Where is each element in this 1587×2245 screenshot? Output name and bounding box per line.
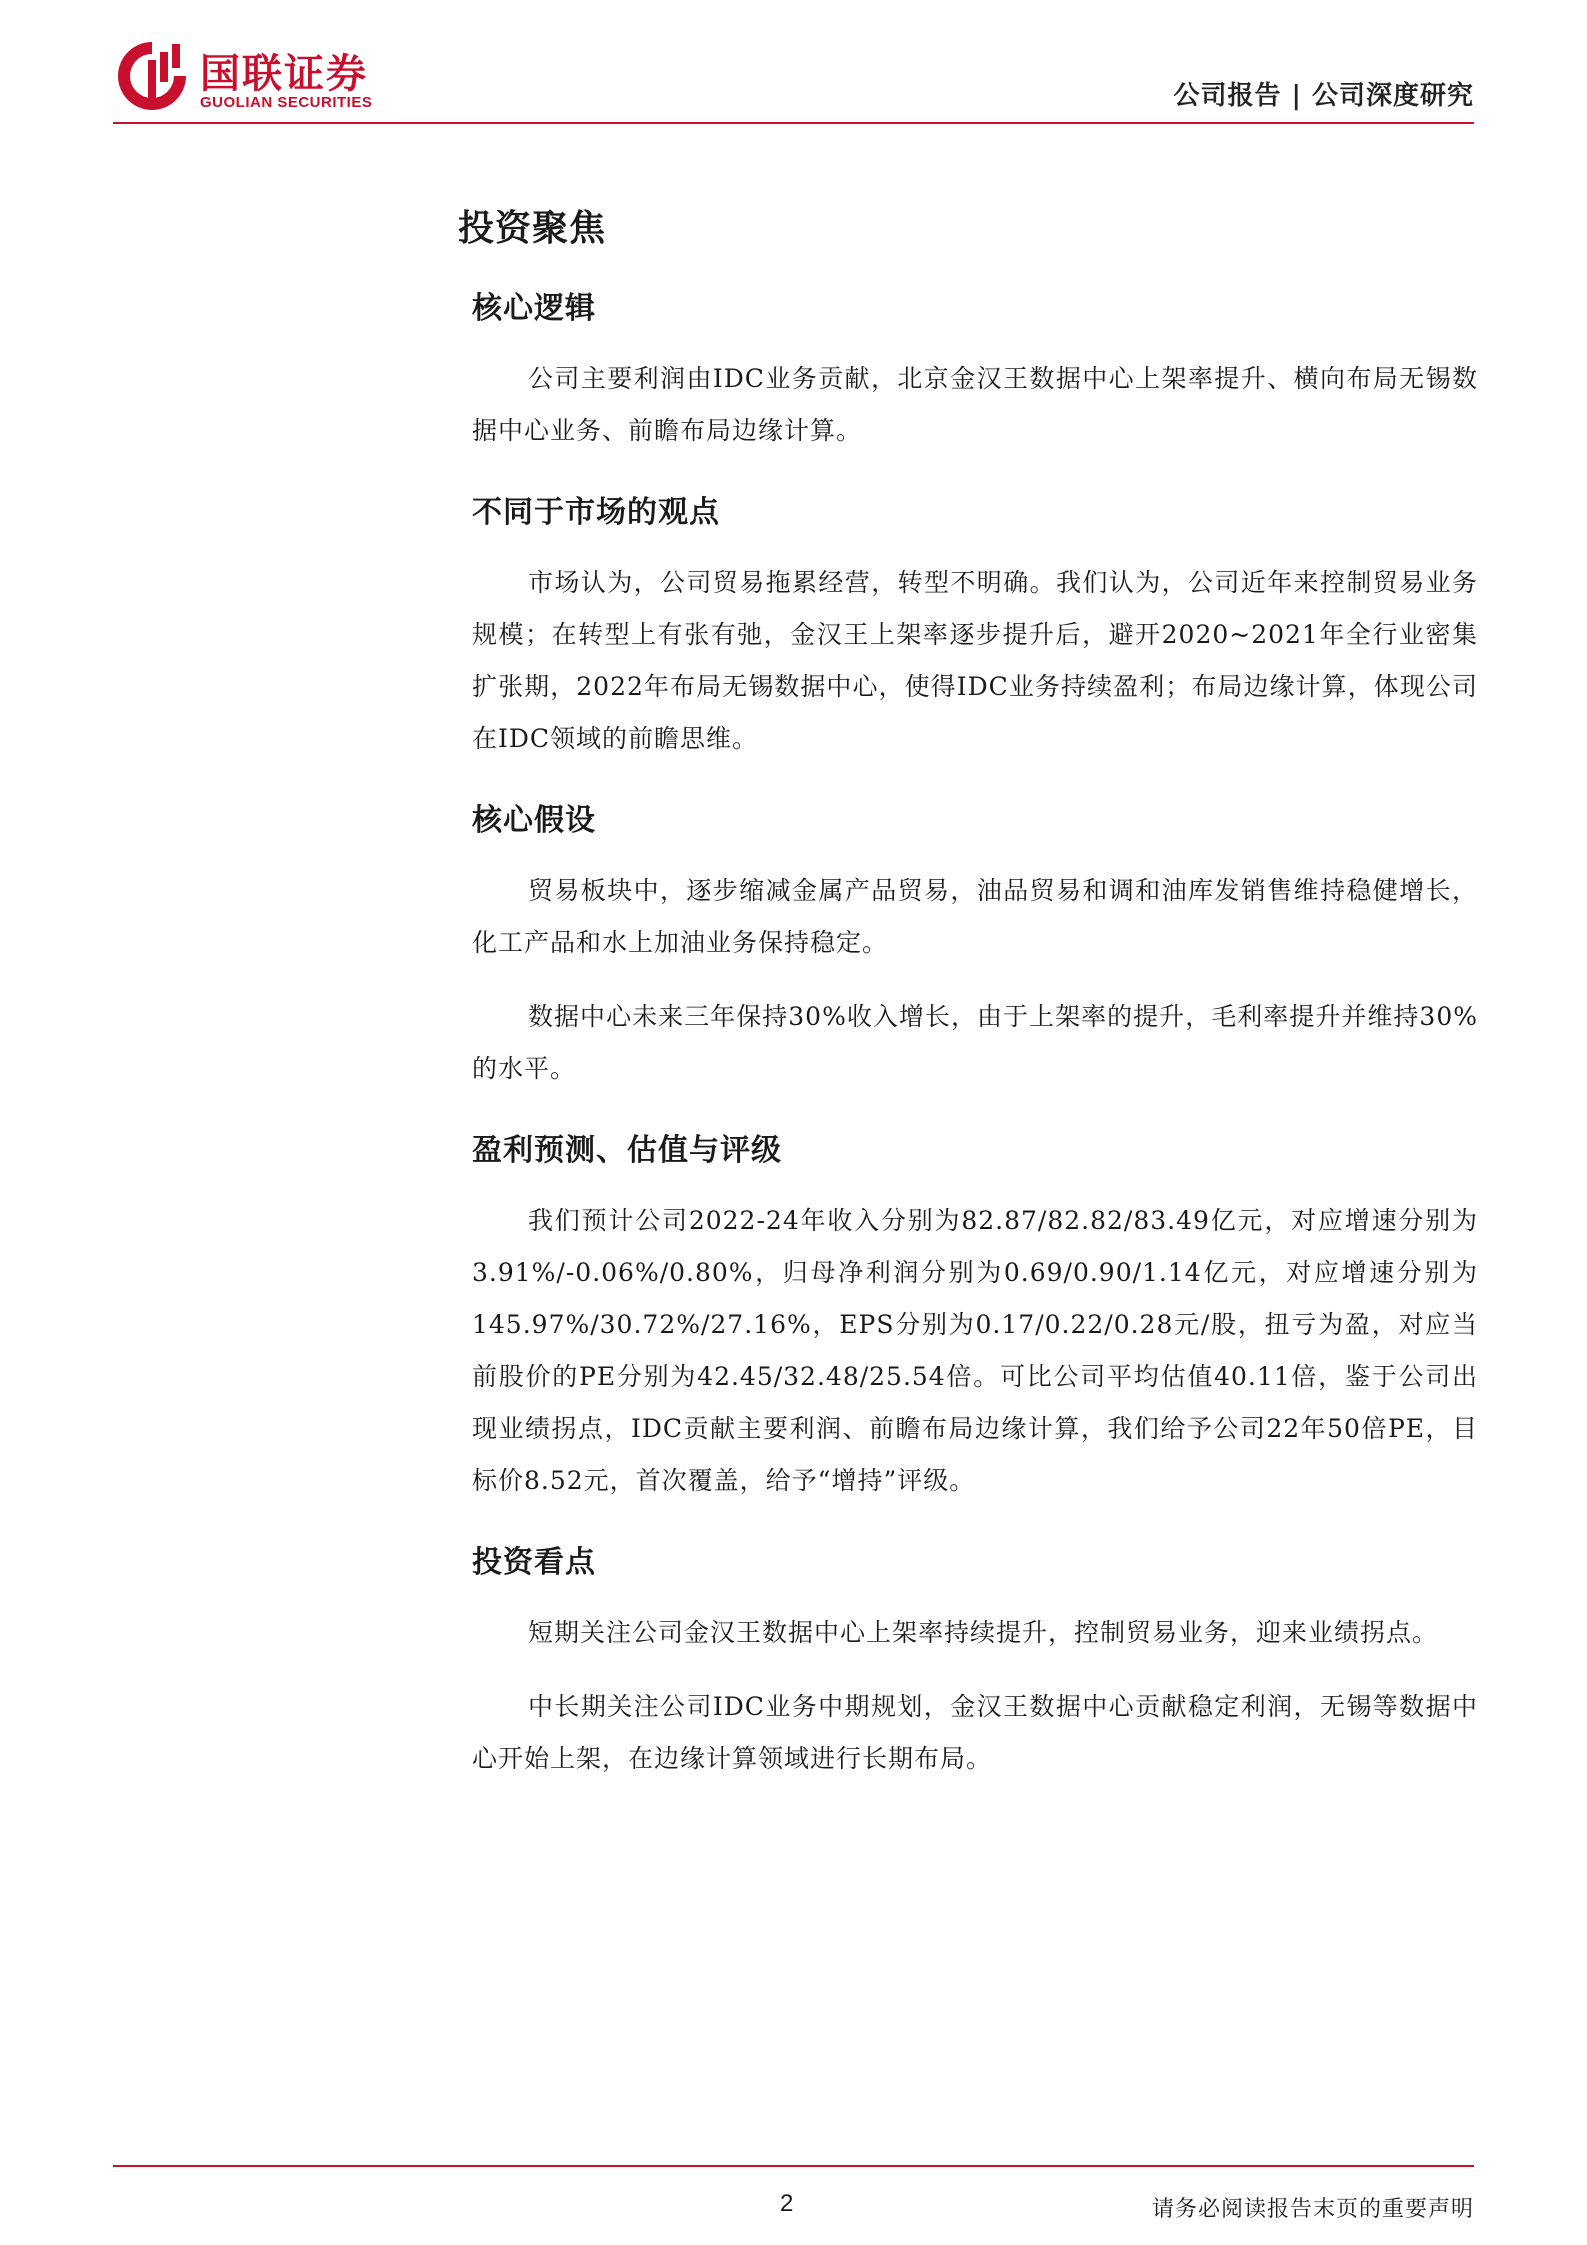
- section-core-logic: [458, 283, 1478, 457]
- section-heading: 盈利预测、估值与评级: [472, 1133, 782, 1168]
- main-content: [458, 200, 1478, 1815]
- paragraph: 短期关注公司金汉王数据中心上架率持续提升，控制贸易业务，迎来业绩拐点。: [528, 1618, 1439, 1647]
- section-investment-highlights: [458, 1537, 1478, 1785]
- company-logo: [112, 36, 412, 126]
- page-title: 投资聚焦: [458, 207, 607, 249]
- paragraph: 中长期关注公司IDC业务中期规划，金汉王数据中心贡献稳定利润，无锡等数据中心开始上架，在边缘计算领域进行长期布局。: [472, 1692, 1478, 1773]
- section-heading: 核心假设: [472, 803, 596, 838]
- paragraph: 市场认为，公司贸易拖累经营，转型不明确。我们认为，公司近年来控制贸易业务规模；在转型上有张有弛，金汉王上架率逐步提升后，避开2020~2021年全行业密集扩张期，2022年布局无锡数据中心，使得IDC业务持续盈利；布局边缘计算，体现公司在IDC领域的前瞻思维。: [472, 568, 1478, 753]
- paragraph: 贸易板块中，逐步缩减金属产品贸易，油品贸易和调和油库发销售维持稳健增长，化工产品和水上加油业务保持稳定。: [472, 876, 1478, 957]
- section-contrarian-view: [458, 487, 1478, 765]
- footer-divider: [113, 2165, 1474, 2167]
- section-core-assumptions: [458, 795, 1478, 1095]
- logo-text-cn: 国联证券: [200, 51, 368, 97]
- guolian-logo-icon: [112, 36, 192, 116]
- header-divider: [113, 122, 1474, 124]
- section-heading: 核心逻辑: [472, 291, 596, 326]
- page-number: 2: [780, 2190, 794, 2217]
- section-forecast-valuation: [458, 1125, 1478, 1507]
- section-heading: 投资看点: [472, 1545, 596, 1580]
- section-heading: 不同于市场的观点: [472, 495, 720, 530]
- report-type-title: 公司报告 | 公司深度研究: [1173, 81, 1474, 111]
- paragraph: 公司主要利润由IDC业务贡献，北京金汉王数据中心上架率提升、横向布局无锡数据中心业务、前瞻布局边缘计算。: [472, 364, 1478, 445]
- disclaimer-note: 请务必阅读报告末页的重要声明: [1151, 2197, 1474, 2222]
- paragraph: 我们预计公司2022-24年收入分别为82.87/82.82/83.49亿元，对应增速分别为3.91%/-0.06%/0.80%，归母净利润分别为0.69/0.90/1.14亿元，对应增速分别为145.97%/30.72%/27.16%，EPS分别为0.17/0.22/0.28元/股，扭亏为盈，对应当前股价的PE分别为42.45/32.48/25.54倍。可比公司平均估值40.11倍，鉴于公司出现业绩拐点，IDC贡献主要利润、前瞻布局边缘计算，我们给予公司22年50倍PE，目标价8.52元，首次覆盖，给予“增持”评级。: [472, 1206, 1478, 1495]
- paragraph: 数据中心未来三年保持30%收入增长，由于上架率的提升，毛利率提升并维持30%的水平。: [472, 1002, 1478, 1083]
- logo-text-en: GUOLIAN SECURITIES: [200, 94, 373, 111]
